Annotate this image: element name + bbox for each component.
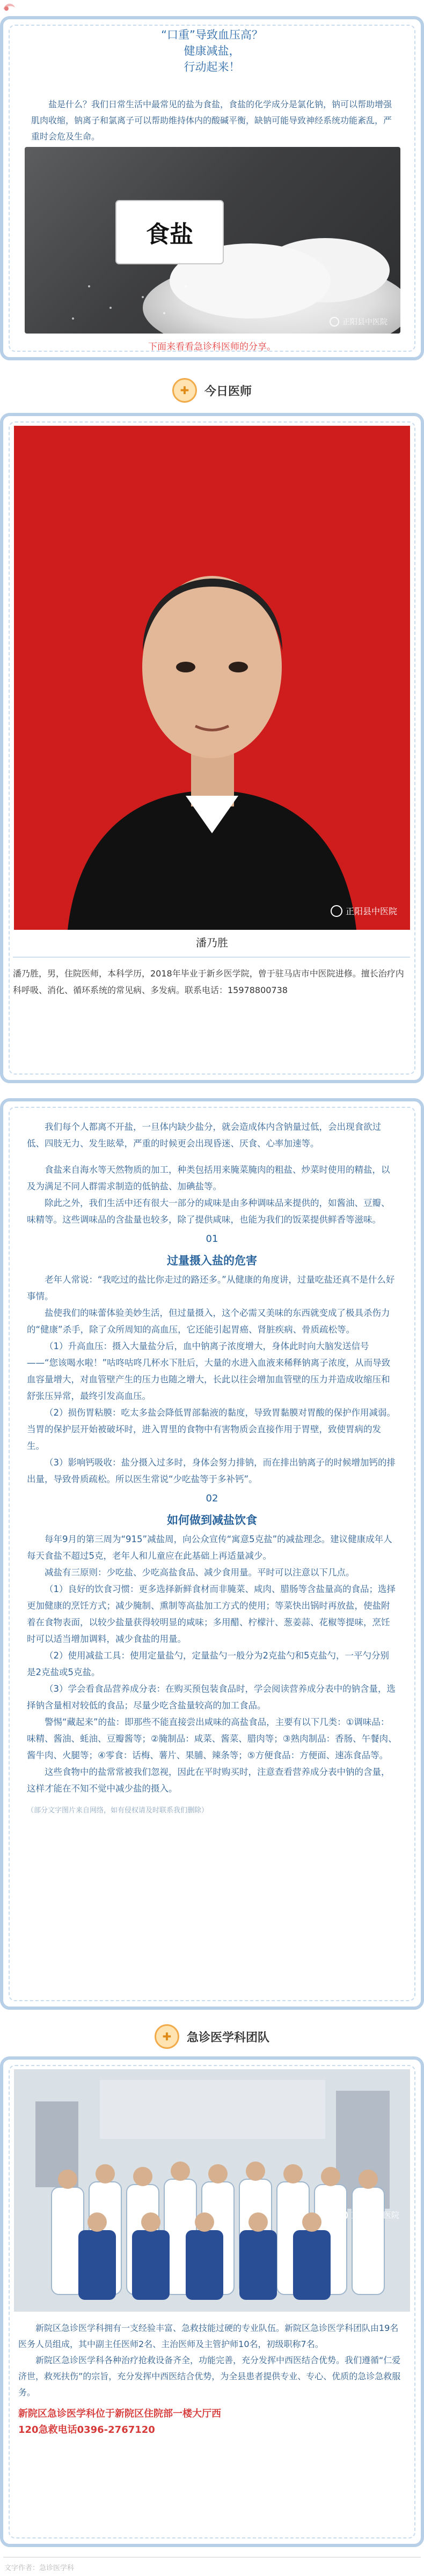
today-doctor-title: 今日医师 — [204, 384, 252, 398]
section-2-title: 如何做到减盐饮食 — [167, 1514, 257, 1527]
section-1-p2: 盐使我们的味蕾体验美妙生活，但过量摄入，这个必需又美味的东西就变成了极具杀伤力的“健康”杀手，除了众所周知的高血压，它还能引起胃癌、肾脏疾病、骨质疏松等。 — [27, 1308, 390, 1335]
hospital-watermark-icon — [331, 905, 342, 917]
team-badge-icon: ✚ — [155, 2024, 179, 2049]
section-2-p3: （1）良好的饮食习惯：更多选择新鲜食材而非腌菜、咸肉、腊肠等含盐量高的食品；选择更加健康的烹饪方式；减少腌制、熏制等高盐加工方式的使用；等菜快出锅时再放盐，使盐附着在食物表面，以较少盐量获得较明显的咸味；多用醋、柠檬汁、葱姜蒜、花椒等提味，烹饪时可以适当增加调料，减少食盐的用量。 — [27, 1584, 396, 1644]
section-1-p4: （2）损伤胃粘膜：吃太多盐会降低胃部黏液的黏度，导致胃黏膜对胃酸的保护作用减弱。当胃的保护层开始被破坏时，进入胃里的食物中有害物质会直接作用于胃壁，致使胃病的发生。 — [27, 1408, 396, 1451]
team-paragraph-2: 新院区急诊医学科各种治疗抢救设备齐全，功能完善，充分发挥中西医结合优势。我们遵循“仁爱济世，救死扶伤”的宗旨，充分发挥中西医结合优势，为全县患者提供专业、专心、优质的急诊急救服务。 — [18, 2355, 401, 2397]
team-card — [0, 2056, 424, 2547]
section-1-p1: 老年人常说：“我吃过的盐比你走过的路还多。”从健康的角度讲，过量吃盐还真不是什么好事情。 — [27, 1275, 395, 1301]
section-2-p2: 减盐有三原则：少吃盐、少吃高盐食品、减少食用量。平时可以注意以下几点。 — [45, 1567, 355, 1578]
article-paragraph-2: 食盐来自海水等天然物质的加工，种类包括用来腌菜腌肉的粗盐、炒菜时使用的精盐，以及为满足不同人群需求制造的低钠盐、加碘盐等。 — [27, 1165, 390, 1191]
intro-card — [0, 16, 424, 360]
intro-caption: 下面来看看急诊科医师的分享。 — [148, 342, 276, 352]
article-card — [0, 1098, 424, 2010]
intro-line-3: 行动起来！ — [184, 61, 240, 73]
intro-line-2: 健康减盐， — [184, 45, 240, 57]
team-paragraph-1: 新院区急诊医学科拥有一支经验丰富、急救技能过硬的专业队伍。新院区急诊医学科团队由19名医务人员组成，其中副主任医师2名、主治医师及主管护师10名，初级职称7名。 — [18, 2323, 399, 2349]
team-location: 新院区急诊医学科位于新院区住院部一楼大厅西 — [18, 2408, 221, 2419]
section-1-p5: （3）影响钙吸收：盐分摄入过多时，身体会努力排钠，而在排出钠离子的时候增加钙的排出量，导致骨质疏松。所以医生常说“少吃盐等于多补钙”。 — [27, 1457, 396, 1484]
doctor-portrait-illustration — [14, 426, 410, 930]
doctor-photo-watermark — [331, 905, 397, 917]
section-1-number: 01 — [206, 1233, 218, 1245]
intro-line-1: “口重”导致血压高？ — [161, 28, 263, 41]
team-photo-watermark — [337, 2209, 399, 2220]
team-watermark-text: 正阳县中医院 — [350, 2210, 399, 2220]
doctor-bio: 潘乃胜，男，住院医师，本科学历，2018年毕业于新乡医学院，曾于驻马店市中医院进修。擅长治疗内科呼吸、消化、循环系统的常见病、多发病。联系电话：15978800738 — [13, 968, 404, 995]
footer-author: 文字作者：急诊医学科 — [4, 2564, 75, 2572]
salt-photo — [25, 147, 400, 334]
intro-paragraph: 盐是什么？我们日常生活中最常见的盐为食盐，食盐的化学成分是氯化钠，钠可以帮助增强肌肉收缩，钠离子和氯离子可以帮助维持体内的酸碱平衡，缺钠可能导致神经系统功能紊乱，严重时会危及生命。 — [31, 99, 392, 142]
salt-sign-label: 食盐 — [146, 221, 193, 248]
doctor-name: 潘乃胜 — [196, 936, 228, 949]
team-phone: 120急救电话0396-2767120 — [18, 2424, 155, 2436]
doctor-badge-icon: ✚ — [172, 378, 197, 403]
article-paragraph-3: 除此之外，我们生活中还有很大一部分的咸味是由多种调味品来提供的，如酱油、豆瓣、味精等。这些调味品的含盐量也较多，除了提供咸味，也能为我们的饭菜提供鲜香等滋味。 — [27, 1198, 390, 1225]
emergency-team-title: 急诊医学科团队 — [186, 2031, 270, 2045]
watermark-top — [330, 316, 388, 327]
section-2-p7: 这些食物中的盐常常被我们忽视，因此在平时购买时，注意查看营养成分表中钠的含量，这样才能在不知不觉中减少盐的摄入。 — [27, 1767, 390, 1794]
section-1-p3: （1）升高血压：摄入大量盐分后，血中钠离子浓度增大，身体此时向大脑发送信号——“您该喝水啦！”咕咚咕咚几杯水下肚后，大量的水进入血液来稀释钠离子浓度，从而导致血容量增大，对血管壁产生的压力也随之增大，长此以往会增加血管壁的压力并造成收缩压和舒张压异常，最终引发高血压。 — [27, 1341, 391, 1401]
article-paragraph-1: 我们每个人都离不开盐，一旦体内缺少盐分，就会造成体内含钠量过低，会出现食欲过低、四肢无力、发生眩晕，严重的时候更会出现昏迷、厌食、心率加速等。 — [27, 1122, 381, 1149]
article-note: （部分文字图片来自网络，如有侵权请及时联系我们删除） — [27, 1807, 209, 1815]
section-2-p6: 警惕“藏起来”的盐：即那些不能直接尝出咸味的高盐食品，主要有以下几类：①调味品：味精、酱油、蚝油、豆瓣酱等；②腌制品：咸菜、酱菜、腊肉等；③熟肉制品：香肠、午餐肉、酱牛肉、火腿等；④零食：话梅、薯片、果脯、辣条等；⑤方便食品：方便面、速冻食品等。 — [27, 1717, 397, 1760]
hospital-watermark-text: 正阳县中医院 — [345, 906, 397, 916]
emergency-team-badge — [155, 2024, 269, 2049]
watermark-text: 正阳县中医院 — [342, 318, 388, 327]
section-2-p4: （2）使用减盐工具：使用定量盐勺，定量盐勺一般分为2克盐勺和5克盐勺，一平勺分别是2克盐或5克盐。 — [27, 1650, 389, 1677]
section-2-p5: （3）学会看食品营养成分表：在购买预包装食品时，学会阅读营养成分表中的钠含量，选择钠含量相对较低的食品；尽量少吃含盐量较高的加工食品。 — [27, 1684, 396, 1711]
watermark-icon — [330, 317, 339, 327]
team-photo-illustration — [14, 2069, 410, 2312]
section-2-number: 02 — [206, 1493, 218, 1504]
team-watermark-icon — [337, 2210, 348, 2220]
section-2-p1: 每年9月的第三周为“915”减盐周，向公众宣传“寓意5克盐”的减盐理念。建议健康成年人每天食盐不超过5克，老年人和儿童应在此基础上再适量减少。 — [27, 1534, 392, 1561]
today-doctor-badge — [172, 378, 252, 403]
section-1-title: 过量摄入盐的危害 — [167, 1254, 257, 1267]
team-photo — [14, 2069, 410, 2312]
doctor-card — [0, 413, 424, 1083]
top-left-ornament — [0, 0, 21, 15]
doctor-photo — [14, 426, 410, 930]
